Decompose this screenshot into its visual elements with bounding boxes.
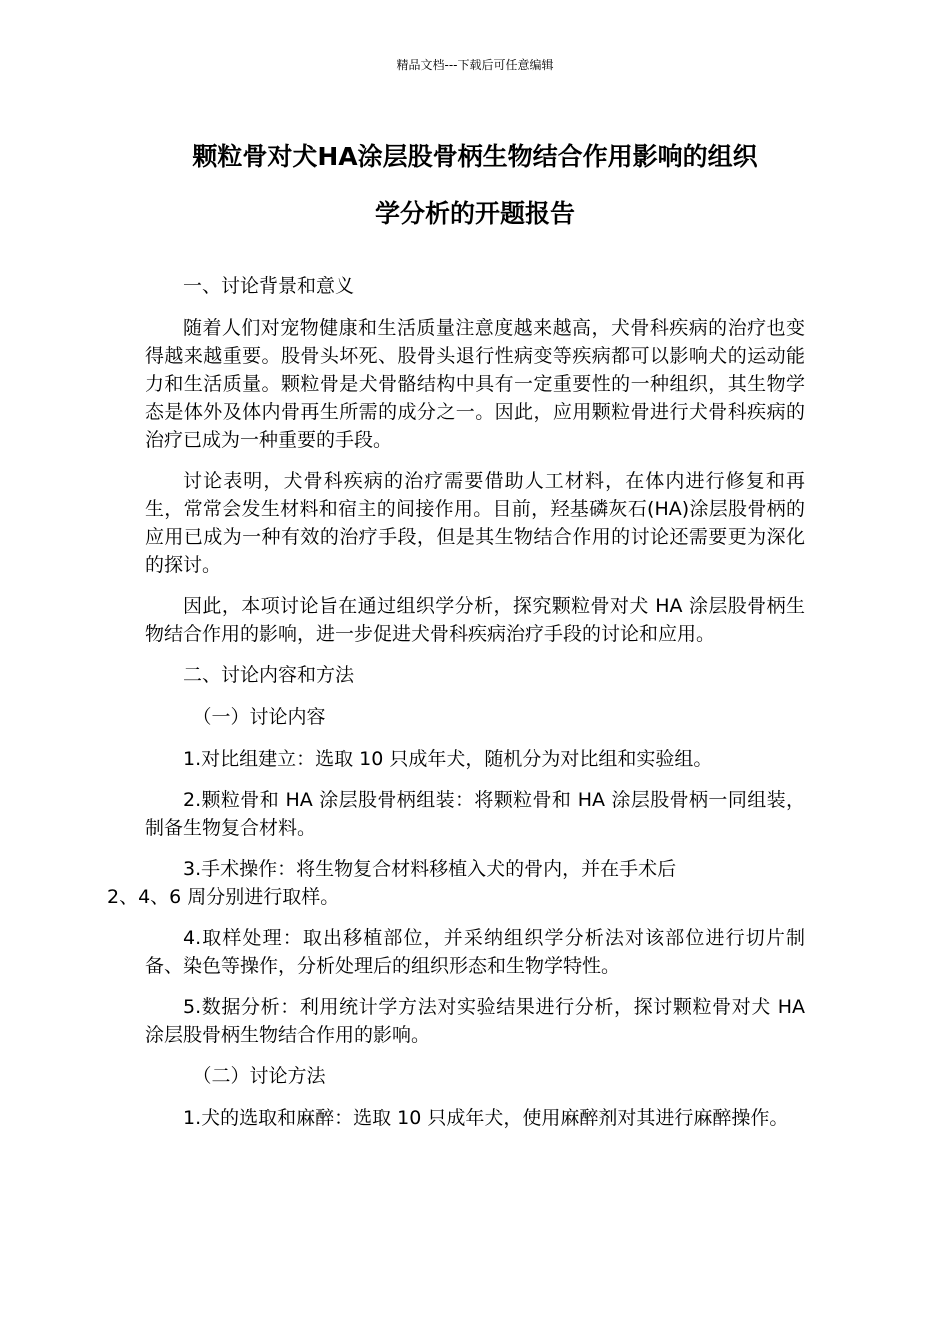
page-header: 精品文档---下载后可任意编辑 (396, 58, 554, 72)
list-item: 2.颗粒骨和 HA 涂层股骨柄组装：将颗粒骨和 HA 涂层股骨柄一同组装，制备生物复合材料。 (145, 789, 805, 839)
paragraph: 讨论表明，犬骨科疾病的治疗需要借助人工材料，在体内进行修复和再生，常常会发生材料和宿主的间接作用。目前，羟基磷灰石(HA)涂层股骨柄的应用已成为一种有效的治疗手段，但是其生物结合作用的讨论还需要更为深化的探讨。 (145, 470, 805, 576)
paragraph: 因此，本项讨论旨在通过组织学分析，探究颗粒骨对犬 HA 涂层股骨柄生物结合作用的影响，进一步促进犬骨科疾病治疗手段的讨论和应用。 (145, 595, 805, 645)
list-item: 4.取样处理：取出移植部位，并采纳组织学分析法对该部位进行切片制备、染色等操作，分析处理后的组织形态和生物学特性。 (145, 927, 805, 977)
title-line-1: 颗粒骨对犬HA涂层股骨柄生物结合作用影响的组织 (192, 142, 758, 171)
list-item (107, 855, 805, 911)
list-item: 1.犬的选取和麻醉：选取 10 只成年犬，使用麻醉剂对其进行麻醉操作。 (183, 1107, 789, 1129)
list-item: 1.对比组建立：选取 10 只成年犬，随机分为对比组和实验组。 (183, 748, 713, 770)
section-2-heading: 二、讨论内容和方法 (183, 664, 355, 686)
list-item-line: 2、4、6 周分别进行取样。 (107, 886, 340, 908)
document-title (145, 128, 805, 242)
list-item-line: 3.手术操作：将生物复合材料移植入犬的骨内，并在手术后 (183, 858, 677, 880)
document-body (107, 272, 805, 1145)
subsection-1-heading: （一）讨论内容 (192, 706, 326, 728)
title-line-2: 学分析的开题报告 (374, 199, 575, 228)
subsection-2-heading: （二）讨论方法 (192, 1065, 326, 1087)
list-item: 5.数据分析：利用统计学方法对实验结果进行分析，探讨颗粒骨对犬 HA 涂层股骨柄生物结合作用的影响。 (145, 996, 805, 1046)
section-1-heading: 一、讨论背景和意义 (183, 275, 355, 297)
paragraph: 随着人们对宠物健康和生活质量注意度越来越高，犬骨科疾病的治疗也变得越来越重要。股骨头坏死、股骨头退行性病变等疾病都可以影响犬的运动能力和生活质量。颗粒骨是犬骨骼结构中具有一定重要性的一种组织，其生物学态是体外及体内骨再生所需的成分之一。因此，应用颗粒骨进行犬骨科疾病的治疗已成为一种重要的手段。 (145, 317, 805, 451)
